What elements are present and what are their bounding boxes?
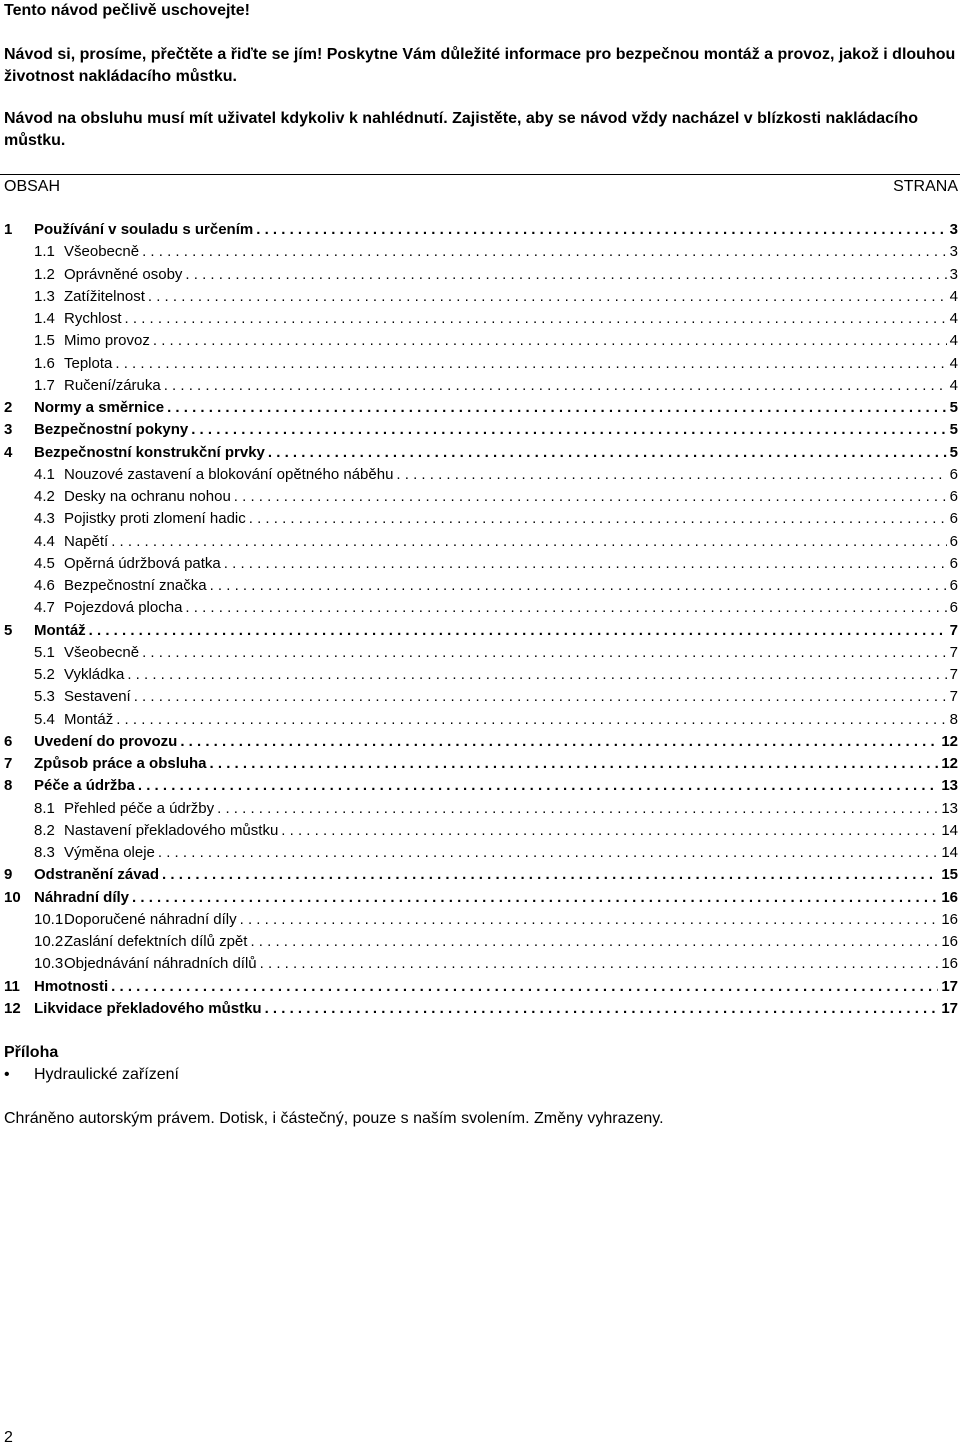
toc-entry-page: 6: [949, 510, 958, 528]
toc-entry-title: Pojezdová plocha: [64, 599, 183, 617]
toc-entry-title: Všeobecně: [64, 243, 140, 261]
toc-entry-title: Výměna oleje: [64, 844, 155, 861]
toc-entry-page: 4: [949, 310, 958, 327]
toc-entry: [0, 820, 960, 842]
toc-leader-dots: [115, 353, 946, 375]
toc-entry-title: Napětí: [64, 532, 109, 550]
toc-leader-dots: [234, 486, 947, 508]
toc-entry-number: 10: [4, 888, 21, 906]
toc-entry-page: 14: [941, 821, 958, 839]
toc-entry: [0, 953, 960, 975]
toc-entry: [0, 286, 960, 308]
toc-entry-title: Odstranění závad: [34, 866, 160, 884]
toc-entry-number: 11: [4, 977, 20, 995]
toc-leader-dots: [125, 308, 947, 330]
toc-entry-title: Náhradní díly: [34, 888, 130, 906]
toc-entry-number: 2: [4, 399, 13, 416]
toc-entry-number: 8.2: [34, 821, 55, 839]
toc-entry-title: Hmotnosti: [34, 977, 109, 995]
toc-leader-dots: [111, 976, 938, 998]
toc-entry-page: 7: [949, 643, 958, 661]
toc-entry: [0, 531, 960, 553]
toc-entry-page: 12: [941, 755, 958, 772]
toc-entry-page: 16: [941, 933, 958, 950]
toc-entry-page: 6: [949, 488, 958, 505]
toc-entry-number: 1.4: [34, 310, 55, 327]
appendix-item: [4, 1064, 179, 1086]
toc-entry-title: Rychlost: [64, 310, 122, 327]
toc-entry-page: 6: [949, 465, 958, 483]
toc-entry: [0, 976, 960, 998]
toc-entry-number: 4.6: [34, 577, 55, 594]
toc-entry: [0, 397, 960, 419]
toc-header-contents: OBSAH: [4, 178, 61, 195]
table-of-contents: [0, 219, 960, 1020]
toc-entry-number: 4.7: [34, 599, 55, 617]
toc-leader-dots: [180, 731, 938, 753]
toc-entry-title: Přehled péče a údržby: [64, 799, 215, 817]
toc-entry-number: 1.5: [34, 332, 55, 350]
toc-entry: [0, 798, 960, 820]
toc-entry-page: 16: [941, 955, 958, 973]
toc-entry-page: 16: [941, 910, 958, 928]
toc-entry-title: Uvedení do provozu: [34, 732, 178, 750]
toc-leader-dots: [224, 553, 947, 575]
toc-leader-dots: [249, 508, 947, 530]
toc-entry-page: 4: [949, 354, 958, 372]
toc-entry-page: 5: [949, 443, 958, 461]
toc-entry: [0, 931, 960, 953]
toc-entry: [0, 686, 960, 708]
toc-leader-dots: [142, 241, 947, 263]
toc-entry-title: Objednávání náhradních dílů: [64, 955, 257, 973]
toc-entry: [0, 998, 960, 1020]
bullet-icon: •: [4, 1066, 10, 1083]
toc-entry: [0, 464, 960, 486]
toc-entry: [0, 553, 960, 575]
toc-entry-page: 15: [941, 866, 958, 884]
toc-entry-page: 3: [949, 243, 958, 261]
toc-entry-title: Všeobecně: [64, 643, 140, 661]
toc-entry-title: Ručení/záruka: [64, 376, 161, 394]
toc-entry-title: Péče a údržba: [34, 777, 135, 795]
toc-entry-title: Bezpečnostní konstrukční prvky: [34, 443, 265, 461]
toc-entry: [0, 241, 960, 263]
toc-leader-dots: [191, 419, 946, 441]
toc-leader-dots: [268, 442, 947, 464]
toc-leader-dots: [148, 286, 947, 308]
toc-entry-page: 8: [949, 710, 958, 728]
toc-leader-dots: [162, 864, 938, 886]
toc-entry-number: 4.3: [34, 510, 55, 528]
toc-entry-number: 3: [4, 421, 13, 439]
toc-entry-page: 3: [949, 265, 958, 283]
toc-entry-title: Zatížitelnost: [64, 287, 145, 305]
toc-entry-title: Doporučené náhradní díly: [64, 910, 237, 928]
toc-leader-dots: [142, 642, 947, 664]
toc-entry-page: 14: [941, 844, 958, 861]
toc-entry-number: 5.1: [34, 643, 55, 661]
toc-entry-page: 3: [949, 221, 958, 238]
toc-entry-page: 17: [941, 999, 958, 1017]
toc-entry: [0, 709, 960, 731]
toc-entry-number: 4.4: [34, 532, 55, 550]
toc-leader-dots: [158, 842, 938, 864]
toc-entry-number: 1: [4, 221, 13, 238]
copyright-notice: Chráněno autorským právem. Dotisk, i částečný, pouze s naším svolením. Změny vyhrazeny.: [4, 1110, 664, 1127]
toc-entry-page: 7: [949, 688, 958, 706]
toc-entry: [0, 264, 960, 286]
toc-entry-number: 8.3: [34, 844, 55, 861]
toc-entry-title: Sestavení: [64, 688, 131, 706]
toc-entry-page: 4: [949, 332, 958, 350]
toc-leader-dots: [138, 775, 938, 797]
toc-leader-dots: [153, 330, 947, 352]
toc-entry: [0, 864, 960, 886]
toc-entry: [0, 308, 960, 330]
toc-entry: [0, 442, 960, 464]
toc-entry-page: 6: [949, 599, 958, 617]
toc-entry: [0, 909, 960, 931]
toc-entry-title: Normy a směrnice: [34, 399, 165, 416]
toc-entry-page: 16: [941, 888, 958, 906]
toc-entry-number: 1.3: [34, 287, 55, 305]
toc-entry: [0, 731, 960, 753]
toc-entry-page: 6: [949, 554, 958, 572]
toc-entry: [0, 775, 960, 797]
toc-entry-page: 4: [949, 376, 958, 394]
warning-heading: Tento návod pečlivě uschovejte!: [4, 2, 250, 19]
toc-leader-dots: [134, 686, 947, 708]
toc-entry: [0, 508, 960, 530]
toc-leader-dots: [240, 909, 939, 931]
toc-entry-number: 5.4: [34, 710, 55, 728]
toc-entry-title: Oprávněné osoby: [64, 265, 183, 283]
toc-leader-dots: [167, 397, 947, 419]
appendix-heading: Příloha: [4, 1044, 59, 1061]
toc-entry-title: Nastavení překladového můstku: [64, 821, 279, 839]
toc-entry: [0, 575, 960, 597]
toc-entry-title: Zaslání defektních dílů zpět: [64, 933, 248, 950]
toc-entry: [0, 353, 960, 375]
toc-entry-number: 10.2: [34, 933, 64, 950]
toc-entry-title: Teplota: [64, 354, 113, 372]
toc-entry: [0, 597, 960, 619]
toc-entry: [0, 887, 960, 909]
toc-entry-number: 10.1: [34, 910, 64, 928]
toc-entry-number: 1.1: [34, 243, 55, 261]
intro-paragraph-1: Návod si, prosíme, přečtěte a řiďte se jím! Poskytne Vám důležité informace pro bezpečnou montáž a provoz, jakož i dlouhou životnost nakládacího můstku.: [4, 46, 956, 85]
toc-entry-title: Montáž: [64, 710, 114, 728]
toc-leader-dots: [396, 464, 946, 486]
toc-header-page: STRANA: [893, 178, 958, 195]
toc-entry: [0, 753, 960, 775]
toc-entry-number: 8.1: [34, 799, 55, 817]
toc-entry-title: Opěrná údržbová patka: [64, 554, 221, 572]
toc-leader-dots: [185, 264, 946, 286]
toc-entry-page: 13: [941, 777, 958, 795]
toc-entry-title: Pojistky proti zlomení hadic: [64, 510, 246, 528]
toc-entry: [0, 664, 960, 686]
toc-entry-title: Způsob práce a obsluha: [34, 755, 207, 772]
toc-entry: [0, 642, 960, 664]
toc-divider: [0, 174, 960, 175]
toc-leader-dots: [116, 709, 946, 731]
toc-leader-dots: [164, 375, 947, 397]
toc-entry-title: Mimo provoz: [64, 332, 150, 350]
toc-entry-number: 1.2: [34, 265, 55, 283]
toc-entry-number: 5: [4, 621, 13, 639]
toc-entry-page: 5: [949, 421, 958, 439]
toc-entry-title: Používání v souladu s určením: [34, 221, 254, 238]
toc-entry-number: 4.5: [34, 554, 55, 572]
toc-entry-number: 5.2: [34, 666, 55, 683]
toc-entry-page: 7: [949, 666, 958, 683]
toc-leader-dots: [89, 620, 947, 642]
toc-entry-title: Desky na ochranu nohou: [64, 488, 231, 505]
toc-entry: [0, 842, 960, 864]
toc-entry-page: 5: [949, 399, 958, 416]
toc-leader-dots: [111, 531, 946, 553]
toc-entry-number: 7: [4, 755, 13, 772]
appendix-item-label: Hydraulické zařízení: [34, 1066, 179, 1083]
toc-entry-number: 1.6: [34, 354, 55, 372]
toc-entry-number: 4.2: [34, 488, 55, 505]
toc-entry-title: Nouzové zastavení a blokování opětného náběhu: [64, 465, 394, 483]
toc-leader-dots: [281, 820, 938, 842]
toc-entry-number: 9: [4, 866, 13, 884]
toc-leader-dots: [210, 575, 947, 597]
toc-entry-title: Vykládka: [64, 666, 125, 683]
toc-entry: [0, 620, 960, 642]
toc-entry-page: 17: [941, 977, 958, 995]
page-number: 2: [4, 1429, 13, 1446]
toc-entry-page: 7: [949, 621, 958, 639]
toc-entry-page: 12: [941, 732, 958, 750]
toc-leader-dots: [250, 931, 938, 953]
toc-entry-number: 4: [4, 443, 13, 461]
toc-entry-title: Likvidace překladového můstku: [34, 999, 262, 1017]
toc-entry: [0, 219, 960, 241]
toc-leader-dots: [127, 664, 946, 686]
toc-leader-dots: [132, 887, 938, 909]
toc-entry-title: Montáž: [34, 621, 86, 639]
toc-entry-number: 4.1: [34, 465, 55, 483]
toc-entry-number: 6: [4, 732, 13, 750]
toc-entry-page: 6: [949, 577, 958, 594]
toc-leader-dots: [185, 597, 946, 619]
toc-entry-page: 4: [949, 287, 958, 305]
toc-leader-dots: [265, 998, 939, 1020]
toc-entry-number: 1.7: [34, 376, 55, 394]
toc-leader-dots: [256, 219, 946, 241]
toc-leader-dots: [210, 753, 939, 775]
toc-entry-page: 6: [949, 532, 958, 550]
toc-entry: [0, 330, 960, 352]
toc-entry-number: 8: [4, 777, 13, 795]
toc-leader-dots: [217, 798, 938, 820]
toc-entry-title: Bezpečnostní značka: [64, 577, 207, 594]
toc-entry-number: 10.3: [34, 955, 64, 973]
toc-entry-number: 12: [4, 999, 21, 1017]
toc-entry-number: 5.3: [34, 688, 55, 706]
toc-leader-dots: [260, 953, 939, 975]
toc-entry: [0, 419, 960, 441]
toc-entry-page: 13: [941, 799, 958, 817]
intro-paragraph-2: Návod na obsluhu musí mít uživatel kdykoliv k nahlédnutí. Zajistěte, aby se návod vždy nacházel v blízkosti nakládacího můstku.: [4, 110, 919, 149]
toc-entry: [0, 375, 960, 397]
toc-entry: [0, 486, 960, 508]
toc-entry-title: Bezpečnostní pokyny: [34, 421, 189, 439]
